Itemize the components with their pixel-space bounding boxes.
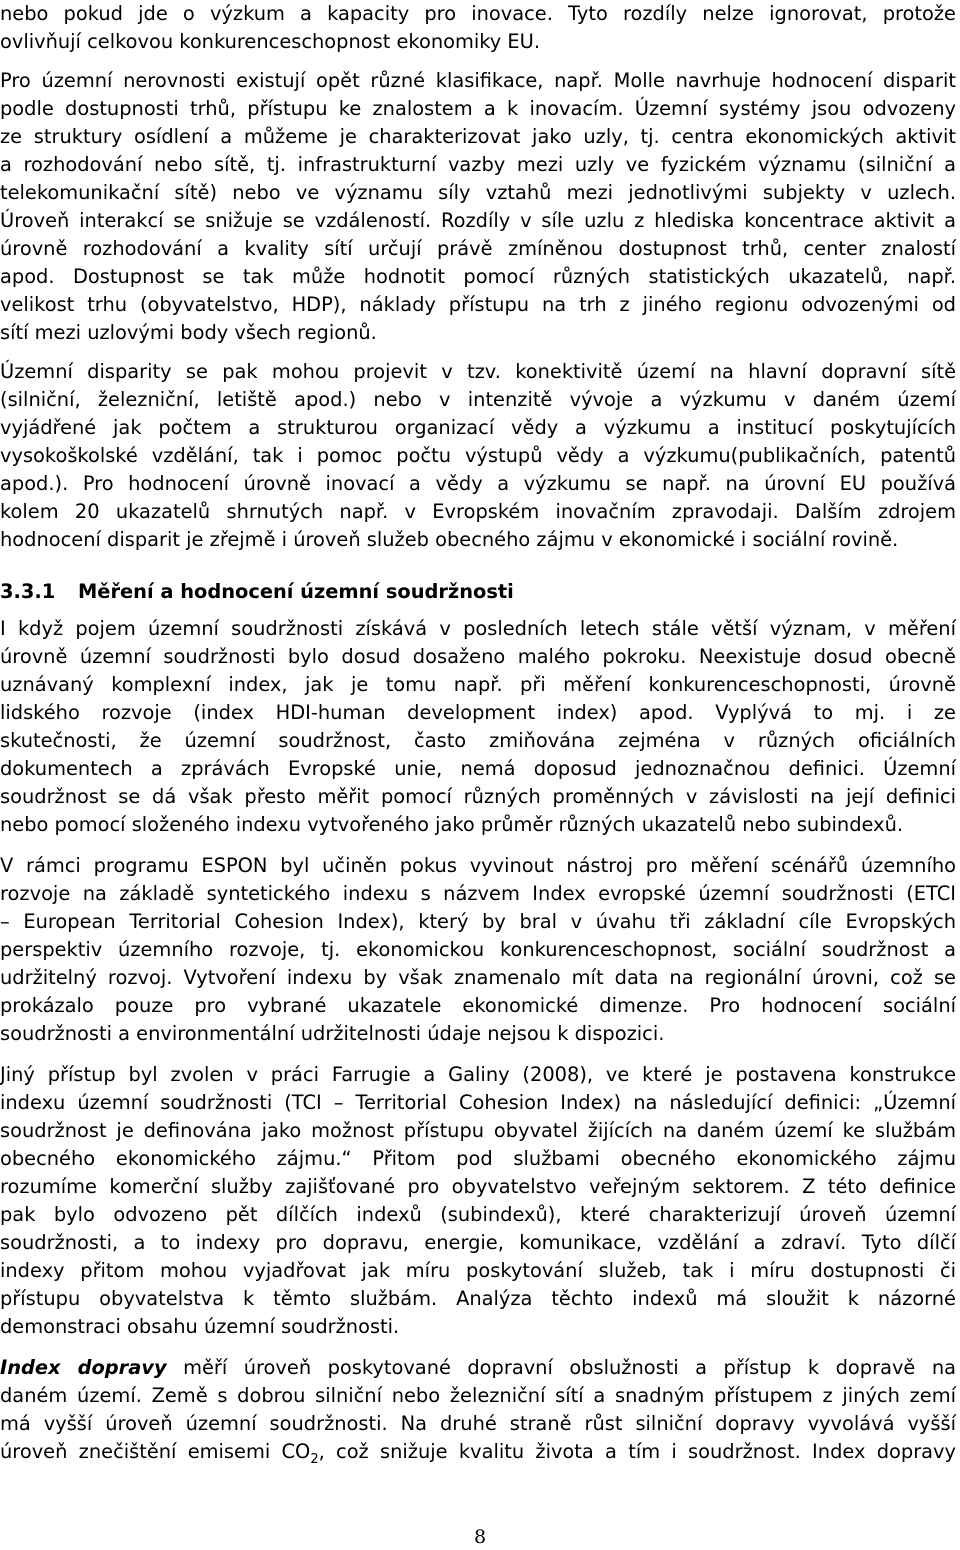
text-line: soudržnosti, a to indexy pro dopravu, energie, komunikace, vzdělání a zdraví. Tyto dílčí — [0, 1231, 956, 1254]
text-line: apod.). Pro hodnocení úrovně inovací a vědy a výzkumu se např. na úrovní EU používá — [0, 472, 956, 495]
text-line: dokumentech a zprávách Evropské unie, nemá doposud jednoznačnou definici. Územní — [0, 757, 956, 780]
text-line: vyjádřené jak počtem a strukturou organizací vědy a výzkumu a institucí poskytujících — [0, 416, 956, 439]
text-line: udržitelný rozvoj. Vytvoření indexu by však znamenalo mít data na regionální úrovni, což se — [0, 966, 956, 989]
text-line: – European Territorial Cohesion Index), který by bral v úvahu tři základní cíle Evropských — [0, 910, 956, 933]
text-line: má vyšší úroveň územní soudržnosti. Na druhé straně růst silniční dopravy vyvolává vyšší — [0, 1412, 956, 1435]
text-line: Úroveň interakcí se snižuje se vzdáleností. Rozdíly v síle uzlu z hlediska koncentrace aktivit a — [0, 209, 956, 232]
text-line: ovlivňují celkovou konkurenceschopnost ekonomiky EU. — [0, 30, 541, 53]
text-line: perspektiv územního rozvoje, tj. ekonomickou konkurenceschopnost, sociální soudržnost a — [0, 938, 956, 961]
text-line — [0, 1354, 956, 1382]
index-term: Index dopravy — [0, 1356, 167, 1379]
text-line: apod. Dostupnost se tak může hodnotit pomocí různých statistických ukazatelů, např. — [0, 265, 956, 288]
section-number: 3.3.1 — [0, 580, 56, 603]
text-line: Jiný přístup byl zvolen v práci Farrugie a Galiny (2008), ve které je postavena konstrukce — [0, 1063, 956, 1086]
text-line: obecného ekonomického zájmu.“ Přitom pod službami obecného ekonomického zájmu — [0, 1147, 956, 1170]
text-line: a rozhodování nebo sítě, tj. infrastrukturní vazby mezi uzly ve fyzickém významu (silniční a — [0, 153, 956, 176]
page-number: 8 — [473, 1526, 487, 1548]
text-line: pak bylo odvozeno pět dílčích indexů (subindexů), které charakterizují úroveň územní — [0, 1203, 956, 1226]
text-line: hodnocení disparit je zřejmě i úroveň služeb obecného zájmu v ekonomické i sociální rovině. — [0, 528, 899, 551]
text-line: nebo pokud jde o výzkum a kapacity pro inovace. Tyto rozdíly nelze ignorovat, protože — [0, 2, 956, 25]
text-line: prokázalo pouze pro vybrané ukazatele ekonomické dimenze. Pro hodnocení sociální — [0, 994, 956, 1017]
text-line: velikost trhu (obyvatelstvo, HDP), náklady přístupu na trh z jiného regionu odvozenými od — [0, 293, 956, 316]
text-line: sítí mezi uzlovými body všech regionů. — [0, 321, 377, 344]
text-line: přístupu obyvatelstva k těmto službám. Analýza těchto indexů má sloužit k názorné — [0, 1287, 956, 1310]
text-line: soudržnost se dá však přesto měřit pomocí různých proměnných v závislosti na její definici — [0, 785, 956, 808]
text-line: Pro územní nerovnosti existují opět různé klasifikace, např. Molle navrhuje hodnocení disparit — [0, 69, 956, 92]
text-line: demonstraci obsahu územní soudržnosti. — [0, 1315, 400, 1338]
text-line: úrovně rozhodování a kvality sítí určují právě zmíněnou dostupnost trhů, center znalostí — [0, 237, 956, 260]
text-line: I když pojem územní soudržnosti získává v posledních letech stále větší význam, v měření — [0, 617, 956, 640]
text-line: soudržnost je definována jako možnost přístupu obyvatel žijících na daném území ke službám — [0, 1119, 956, 1142]
text-line: úrovně územní soudržnosti bylo dosud dosaženo malého pokroku. Neexistuje dosud obecně — [0, 645, 956, 668]
text-line — [0, 1438, 956, 1466]
index-line-rest: měří úroveň poskytované dopravní obslužnosti a přístup k dopravě na — [166, 1356, 956, 1379]
text-line: indexy přitom mohou vyjadřovat jak míru poskytování služeb, tak i míru dostupnosti či — [0, 1259, 956, 1282]
text-line: podle dostupnosti trhů, přístupu ke znalostem a k inovacím. Územní systémy jsou odvozeny — [0, 97, 956, 120]
text-line: nebo pomocí složeného indexu vytvořeného jako průměr různých ukazatelů nebo subindexů. — [0, 813, 904, 836]
text-line: skutečnosti, že územní soudržnost, často zmiňována zejména v různých oficiálních — [0, 729, 956, 752]
text-line: vysokoškolské vzdělání, tak i pomoc počtu výstupů vědy a výzkumu(publikačních, patentů — [0, 444, 956, 467]
text-line: soudržnosti a environmentální udržitelnosti údaje nejsou k dispozici. — [0, 1022, 665, 1045]
subscript: 2 — [310, 1451, 319, 1467]
text-line: uznávaný komplexní index, jak je tomu např. při měření konkurenceschopnosti, úrovně — [0, 673, 956, 696]
text-line: daném území. Země s dobrou silniční nebo železniční sítí a snadným přístupem z jiných zemí — [0, 1384, 956, 1407]
section-heading — [0, 578, 956, 606]
text-line: kolem 20 ukazatelů shrnutých např. v Evropském inovačním zpravodaji. Dalším zdrojem — [0, 500, 956, 523]
text-line: lidského rozvoje (index HDI-human development index) apod. Vyplývá to mj. i ze — [0, 701, 956, 724]
text-fragment: , což snižuje kvalitu života a tím i soudržnost. Index dopravy — [318, 1440, 956, 1463]
text-line: ze struktury osídlení a můžeme je charakterizovat jako uzly, tj. centra ekonomických aktivit — [0, 125, 956, 148]
text-line: indexu územní soudržnosti (TCI – Territorial Cohesion Index) na následující definici: „Územní — [0, 1091, 956, 1114]
text-line: telekomunikační sítě) nebo ve významu síly vztahů mezi jednotlivými subjekty v uzlech. — [0, 181, 956, 204]
text-line: (silniční, železniční, letiště apod.) nebo v intenzitě vývoje a výzkumu v daném území — [0, 388, 956, 411]
text-line: Územní disparity se pak mohou projevit v tzv. konektivitě území na hlavní dopravní sítě — [0, 360, 956, 383]
text-line: rozumíme komerční služby zajišťované pro obyvatelstvo veřejným sektorem. Z této definice — [0, 1175, 956, 1198]
section-title: Měření a hodnocení územní soudržnosti — [78, 580, 514, 603]
text-line: V rámci programu ESPON byl učiněn pokus vyvinout nástroj pro měření scénářů územního — [0, 854, 956, 877]
text-line: rozvoje na základě syntetického indexu s názvem Index evropské územní soudržnosti (ETCI — [0, 882, 956, 905]
text-fragment: úroveň znečištění emisemi CO — [0, 1440, 311, 1463]
